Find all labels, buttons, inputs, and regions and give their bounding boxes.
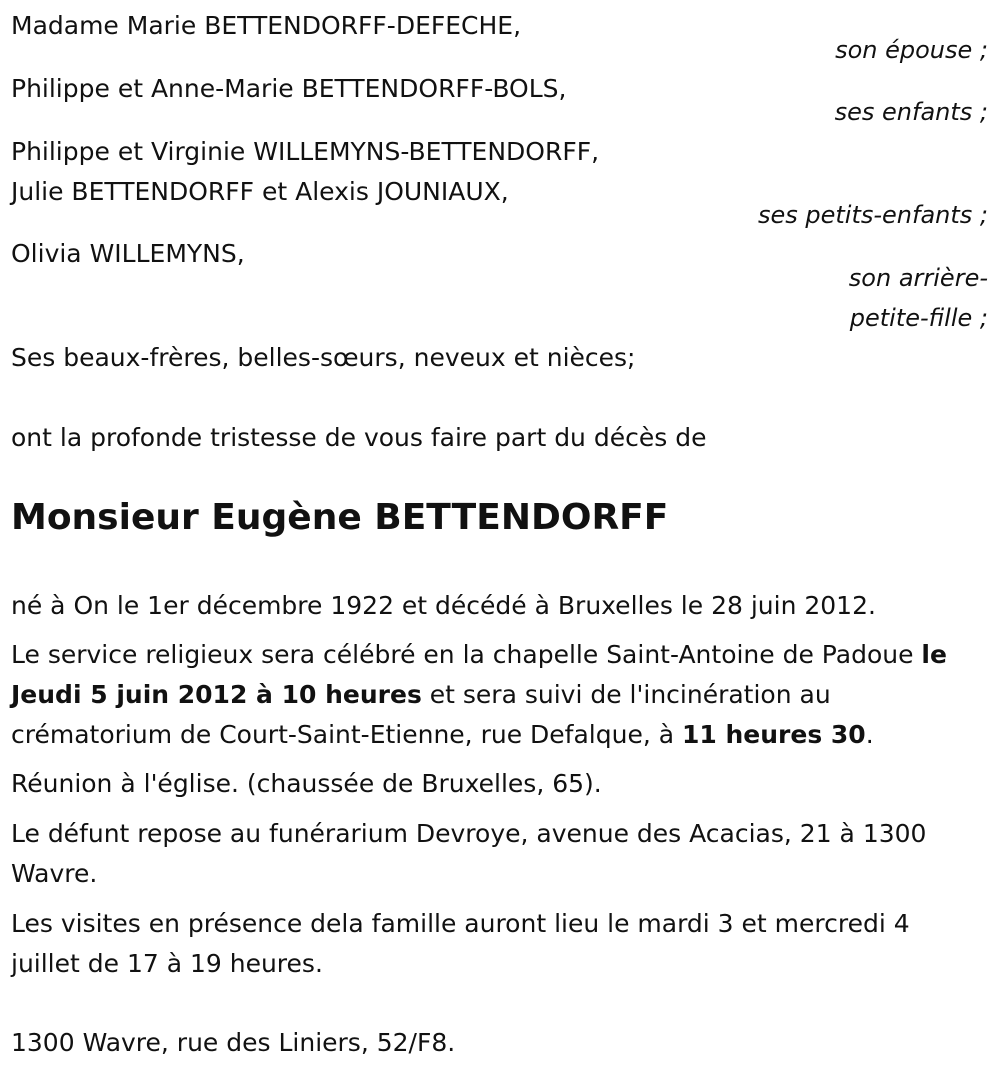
family-line-great-grandchild: Olivia WILLEMYNS, (11, 239, 245, 268)
family-line-grandchildren-1: Philippe et Virginie WILLEMYNS-BETTENDORFF, (11, 137, 600, 166)
cremation-time: 11 heures 30 (681, 720, 866, 749)
relation-grandchildren: ses petits-enfants ; (757, 201, 988, 229)
visits-info: Les visites en présence dela famille auront lieu le mardi 3 et mercredi 4 juillet de 17 à 19 heures. (11, 909, 910, 978)
relation-spouse: son épouse ; (835, 36, 988, 64)
family-line-spouse: Madame Marie BETTENDORFF-DEFECHE, (11, 11, 522, 40)
service-text-1: Le service religieux sera célébré en la chapelle Saint-Antoine de Padoue (11, 640, 922, 669)
family-line-extended: Ses beaux-frères, belles-sœurs, neveux et nièces; (11, 343, 636, 372)
deceased-name: Monsieur Eugène BETTENDORFF (11, 497, 669, 538)
relation-great-grandchild-1: son arrière- (848, 264, 988, 292)
service-text-2: et sera suivi de l'incinération au crématorium de Court-Saint-Etienne, rue Defalque, à (11, 680, 831, 749)
announcement-text: ont la profonde tristesse de vous faire part du décès de (11, 423, 707, 452)
family-address: 1300 Wavre, rue des Liniers, 52/F8. (11, 1028, 456, 1057)
relation-children: ses enfants ; (834, 98, 988, 126)
family-line-children: Philippe et Anne-Marie BETTENDORFF-BOLS, (11, 74, 567, 103)
service-date: le Jeudi 5 juin 2012 à 10 heures (11, 640, 947, 709)
meeting-info: Réunion à l'église. (chaussée de Bruxelles, 65). (11, 769, 602, 798)
service-text-3: . (865, 720, 874, 749)
rest-info: Le défunt repose au funérarium Devroye, avenue des Acacias, 21 à 1300 Wavre. (11, 819, 927, 888)
relation-great-grandchild-2: petite-fille ; (849, 304, 988, 332)
service-info (11, 635, 981, 755)
birth-death-info: né à On le 1er décembre 1922 et décédé à Bruxelles le 28 juin 2012. (11, 591, 876, 620)
family-line-grandchildren-2: Julie BETTENDORFF et Alexis JOUNIAUX, (11, 177, 509, 206)
